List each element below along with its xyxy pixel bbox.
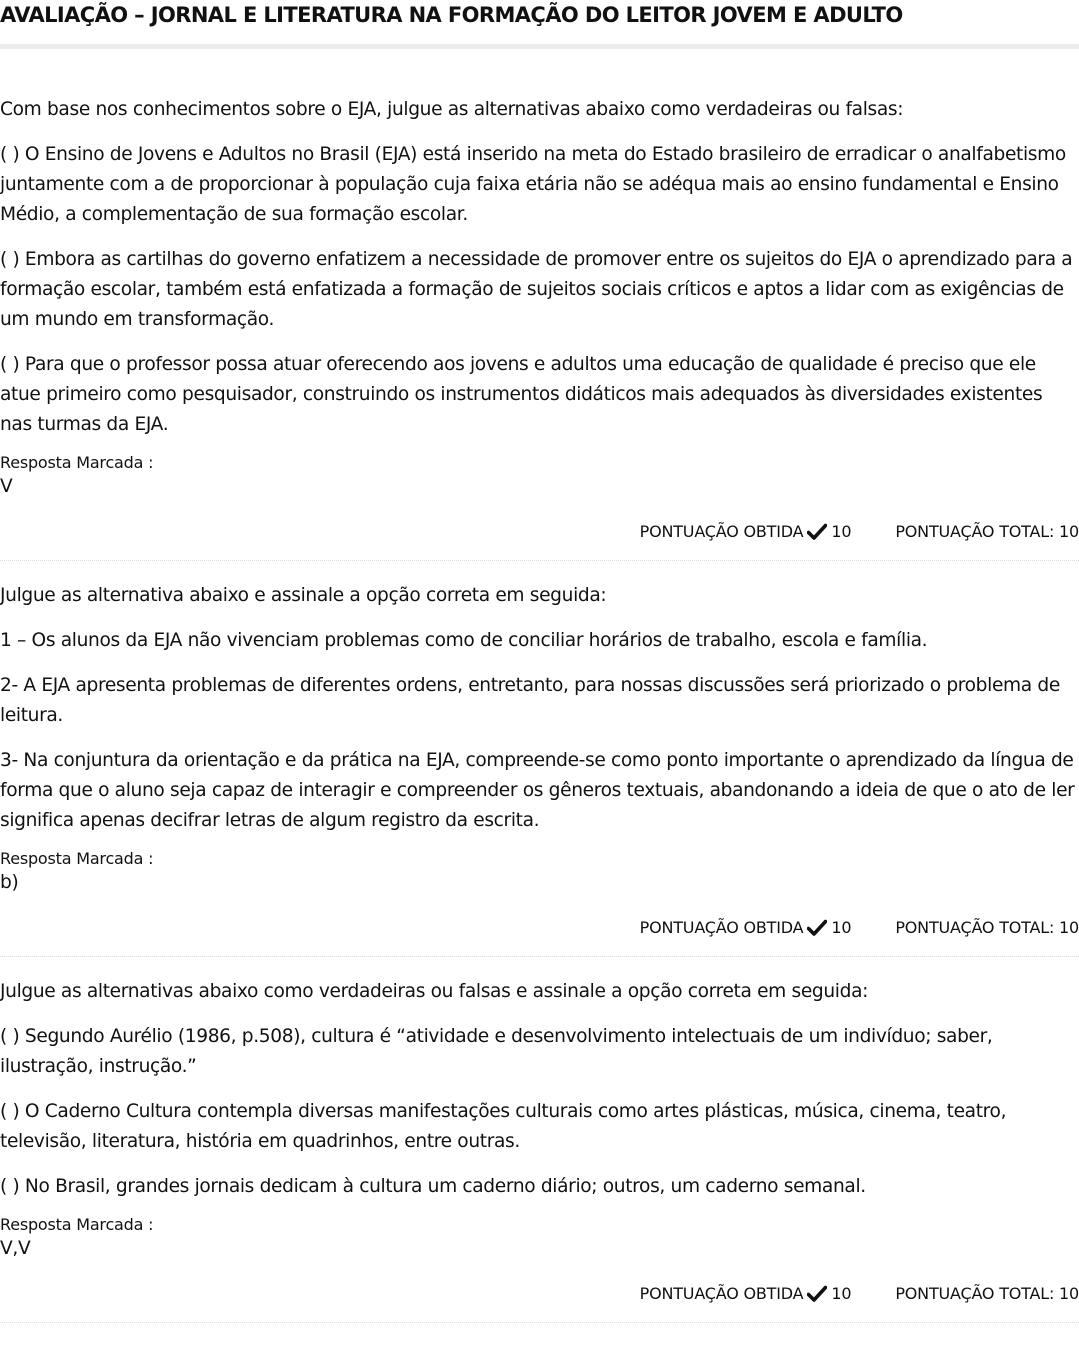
- score-row: [0, 520, 1079, 544]
- questions-list: [0, 95, 1079, 1323]
- answer-value: V,V: [0, 1238, 31, 1259]
- score-total: PONTUAÇÃO TOTAL: 10: [895, 918, 1079, 937]
- question-item: ( ) O Ensino de Jovens e Adultos no Brasil (EJA) está inserido na meta do Estado brasileiro de erradicar o analfabetismo juntamente com a de proporcionar à população cuja faixa etária não se adéqua mais ao ensino fundamental e Ensino Médio, a complementação de sua formação escolar.: [0, 144, 1066, 225]
- score-obtained: [640, 520, 852, 544]
- question-item: ( ) No Brasil, grandes jornais dedicam à cultura um caderno diário; outros, um caderno semanal.: [0, 1176, 866, 1197]
- question-statement: Julgue as alternativa abaixo e assinale a opção correta em seguida:: [0, 585, 607, 606]
- question-item: ( ) Segundo Aurélio (1986, p.508), cultura é “atividade e desenvolvimento intelectuais de um indivíduo; saber, ilustração, instrução.”: [0, 1026, 993, 1077]
- score-obtained-value: 10: [831, 1284, 852, 1303]
- question-divider: [0, 1322, 1079, 1323]
- question-item: 1 – Os alunos da EJA não vivenciam problemas como de conciliar horários de trabalho, escola e família.: [0, 630, 928, 651]
- check-icon: [807, 523, 827, 541]
- question-card: [0, 95, 1079, 561]
- score-obtained: [640, 1282, 852, 1306]
- question-divider: [0, 560, 1079, 561]
- score-obtained-label: PONTUAÇÃO OBTIDA: [639, 522, 804, 541]
- score-total: PONTUAÇÃO TOTAL: 10: [895, 522, 1079, 541]
- question-statement: Com base nos conhecimentos sobre o EJA, julgue as alternativas abaixo como verdadeiras ou falsas:: [0, 99, 904, 120]
- title-divider: [0, 44, 1079, 49]
- answer-value: V: [0, 476, 13, 497]
- score-total: PONTUAÇÃO TOTAL: 10: [895, 1284, 1079, 1303]
- answer-label: Resposta Marcada :: [0, 1215, 154, 1234]
- score-obtained-value: 10: [831, 522, 852, 541]
- check-icon: [807, 1285, 827, 1303]
- answer-label: Resposta Marcada :: [0, 453, 154, 472]
- question-divider: [0, 956, 1079, 957]
- question-card: [0, 581, 1079, 957]
- score-obtained-label: PONTUAÇÃO OBTIDA: [639, 918, 804, 937]
- score-obtained-value: 10: [831, 918, 852, 937]
- score-obtained: [640, 916, 852, 940]
- question-item: ( ) O Caderno Cultura contempla diversas manifestações culturais como artes plásticas, música, cinema, teatro, televisão, literatura, história em quadrinhos, entre outras.: [0, 1101, 1007, 1152]
- answer-label: Resposta Marcada :: [0, 849, 154, 868]
- question-item: ( ) Para que o professor possa atuar oferecendo aos jovens e adultos uma educação de qualidade é preciso que ele atue primeiro como pesquisador, construindo os instrumentos didáticos mais adequados às diversidades existentes nas turmas da EJA.: [0, 354, 1043, 435]
- score-obtained-label: PONTUAÇÃO OBTIDA: [639, 1284, 804, 1303]
- check-icon: [807, 919, 827, 937]
- answer-value: b): [0, 872, 19, 893]
- question-card: [0, 977, 1079, 1323]
- score-row: [0, 1282, 1079, 1306]
- page-title: AVALIAÇÃO – JORNAL E LITERATURA NA FORMAÇÃO DO LEITOR JOVEM E ADULTO: [0, 3, 903, 27]
- question-statement: Julgue as alternativas abaixo como verdadeiras ou falsas e assinale a opção correta em seguida:: [0, 981, 869, 1002]
- question-item: 2- A EJA apresenta problemas de diferentes ordens, entretanto, para nossas discussões será priorizado o problema de leitura.: [0, 675, 1060, 726]
- question-item: 3- Na conjuntura da orientação e da prática na EJA, compreende-se como ponto importante o aprendizado da língua de forma que o aluno seja capaz de interagir e compreender os gêneros textuais, abandonando a ideia de que o ato de ler significa apenas decifrar letras de algum registro da escrita.: [0, 750, 1075, 831]
- question-item: ( ) Embora as cartilhas do governo enfatizem a necessidade de promover entre os sujeitos do EJA o aprendizado para a formação escolar, também está enfatizada a formação de sujeitos sociais críticos e aptos a lidar com as exigências de um mundo em transformação.: [0, 249, 1073, 330]
- score-row: [0, 916, 1079, 940]
